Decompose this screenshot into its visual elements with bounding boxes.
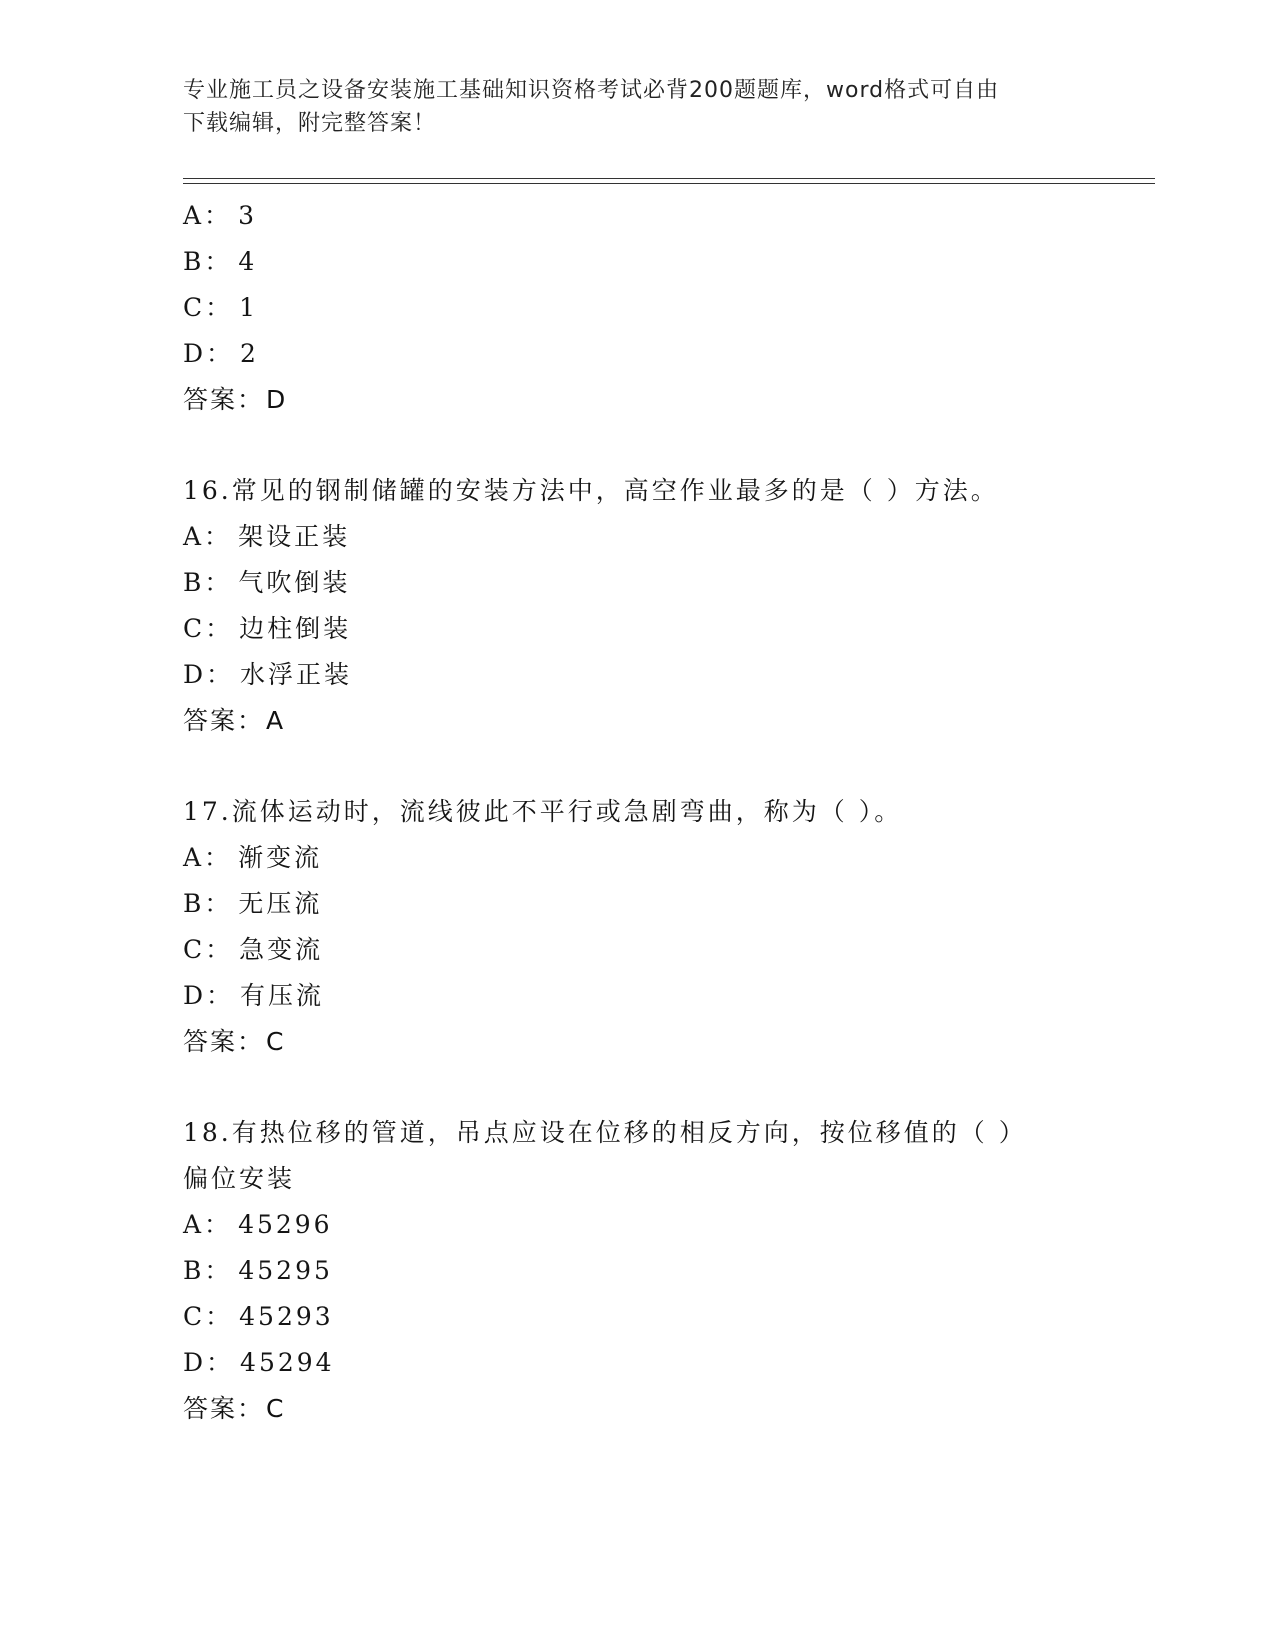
option-key: D：: [183, 660, 235, 689]
answer-value: C: [266, 1394, 286, 1423]
question-17: [183, 789, 1153, 1065]
option-key: C：: [183, 1302, 234, 1331]
header-rule-bottom: [183, 183, 1155, 184]
option-key: D：: [183, 339, 235, 368]
answer-value: A: [266, 706, 286, 735]
question-title: [183, 789, 1153, 835]
header-line-1: 专业施工员之设备安装施工基础知识资格考试必背200题题库，word格式可自由: [183, 78, 1000, 103]
answer-line: [183, 698, 1153, 744]
option-b: [183, 881, 1153, 927]
option-text: 4: [238, 247, 258, 276]
document-header: [183, 74, 1063, 140]
option-c: [183, 606, 1153, 652]
option-c: [183, 1294, 1153, 1340]
option-text: 气吹倒装: [238, 568, 351, 597]
option-key: D：: [183, 1348, 235, 1377]
option-key: B：: [183, 1256, 233, 1285]
question-title-line: 偏位安装: [183, 1164, 296, 1193]
option-text: 架设正装: [238, 522, 351, 551]
option-key: C：: [183, 614, 234, 643]
answer-value: C: [266, 1027, 286, 1056]
option-text: 2: [240, 339, 259, 368]
question-title-line: 17.流体运动时，流线彼此不平行或急剧弯曲，称为（ ）。: [183, 797, 903, 826]
option-key: A：: [183, 201, 233, 230]
option-text: 1: [239, 293, 259, 322]
option-key: A：: [183, 843, 233, 872]
option-d: [183, 331, 1153, 377]
option-key: C：: [183, 293, 234, 322]
question-title: [183, 468, 1153, 514]
question-gap: [183, 1065, 1153, 1110]
question-18: [183, 1110, 1153, 1432]
question-title-line: 18.有热位移的管道，吊点应设在位移的相反方向，按位移值的（ ）: [183, 1118, 1027, 1147]
answer-label: 答案：: [183, 706, 265, 735]
answer-label: 答案：: [183, 1027, 265, 1056]
option-text: 45293: [239, 1302, 334, 1331]
option-key: A：: [183, 522, 233, 551]
option-text: 渐变流: [238, 843, 323, 872]
question-gap: [183, 423, 1153, 468]
option-c: [183, 927, 1153, 973]
answer-value: D: [266, 385, 288, 414]
answer-label: 答案：: [183, 385, 265, 414]
question-16: [183, 468, 1153, 744]
option-key: D：: [183, 981, 235, 1010]
option-a: [183, 193, 1153, 239]
question-gap: [183, 744, 1153, 789]
question-15: [183, 193, 1153, 423]
option-text: 无压流: [238, 889, 323, 918]
option-key: A：: [183, 1210, 233, 1239]
question-title-line: 16.常见的钢制储罐的安装方法中，高空作业最多的是（ ）方法。: [183, 476, 999, 505]
option-key: B：: [183, 889, 233, 918]
header-rule-top: [183, 178, 1155, 179]
option-text: 45294: [240, 1348, 335, 1377]
option-d: [183, 1340, 1153, 1386]
answer-line: [183, 1386, 1153, 1432]
question-title: [183, 1110, 1153, 1202]
header-line-2: 下载编辑，附完整答案！: [183, 111, 437, 136]
question-list: [183, 193, 1153, 1432]
option-key: B：: [183, 247, 233, 276]
option-b: [183, 239, 1153, 285]
option-d: [183, 652, 1153, 698]
option-text: 水浮正装: [240, 660, 353, 689]
option-b: [183, 560, 1153, 606]
answer-line: [183, 1019, 1153, 1065]
option-b: [183, 1248, 1153, 1294]
option-key: B：: [183, 568, 233, 597]
answer-label: 答案：: [183, 1394, 265, 1423]
option-text: 有压流: [240, 981, 325, 1010]
option-text: 边柱倒装: [239, 614, 352, 643]
option-a: [183, 1202, 1153, 1248]
option-a: [183, 514, 1153, 560]
option-text: 3: [238, 201, 257, 230]
answer-line: [183, 377, 1153, 423]
option-text: 急变流: [239, 935, 324, 964]
option-d: [183, 973, 1153, 1019]
option-text: 45295: [238, 1256, 333, 1285]
option-c: [183, 285, 1153, 331]
option-text: 45296: [238, 1210, 333, 1239]
option-a: [183, 835, 1153, 881]
option-key: C：: [183, 935, 234, 964]
